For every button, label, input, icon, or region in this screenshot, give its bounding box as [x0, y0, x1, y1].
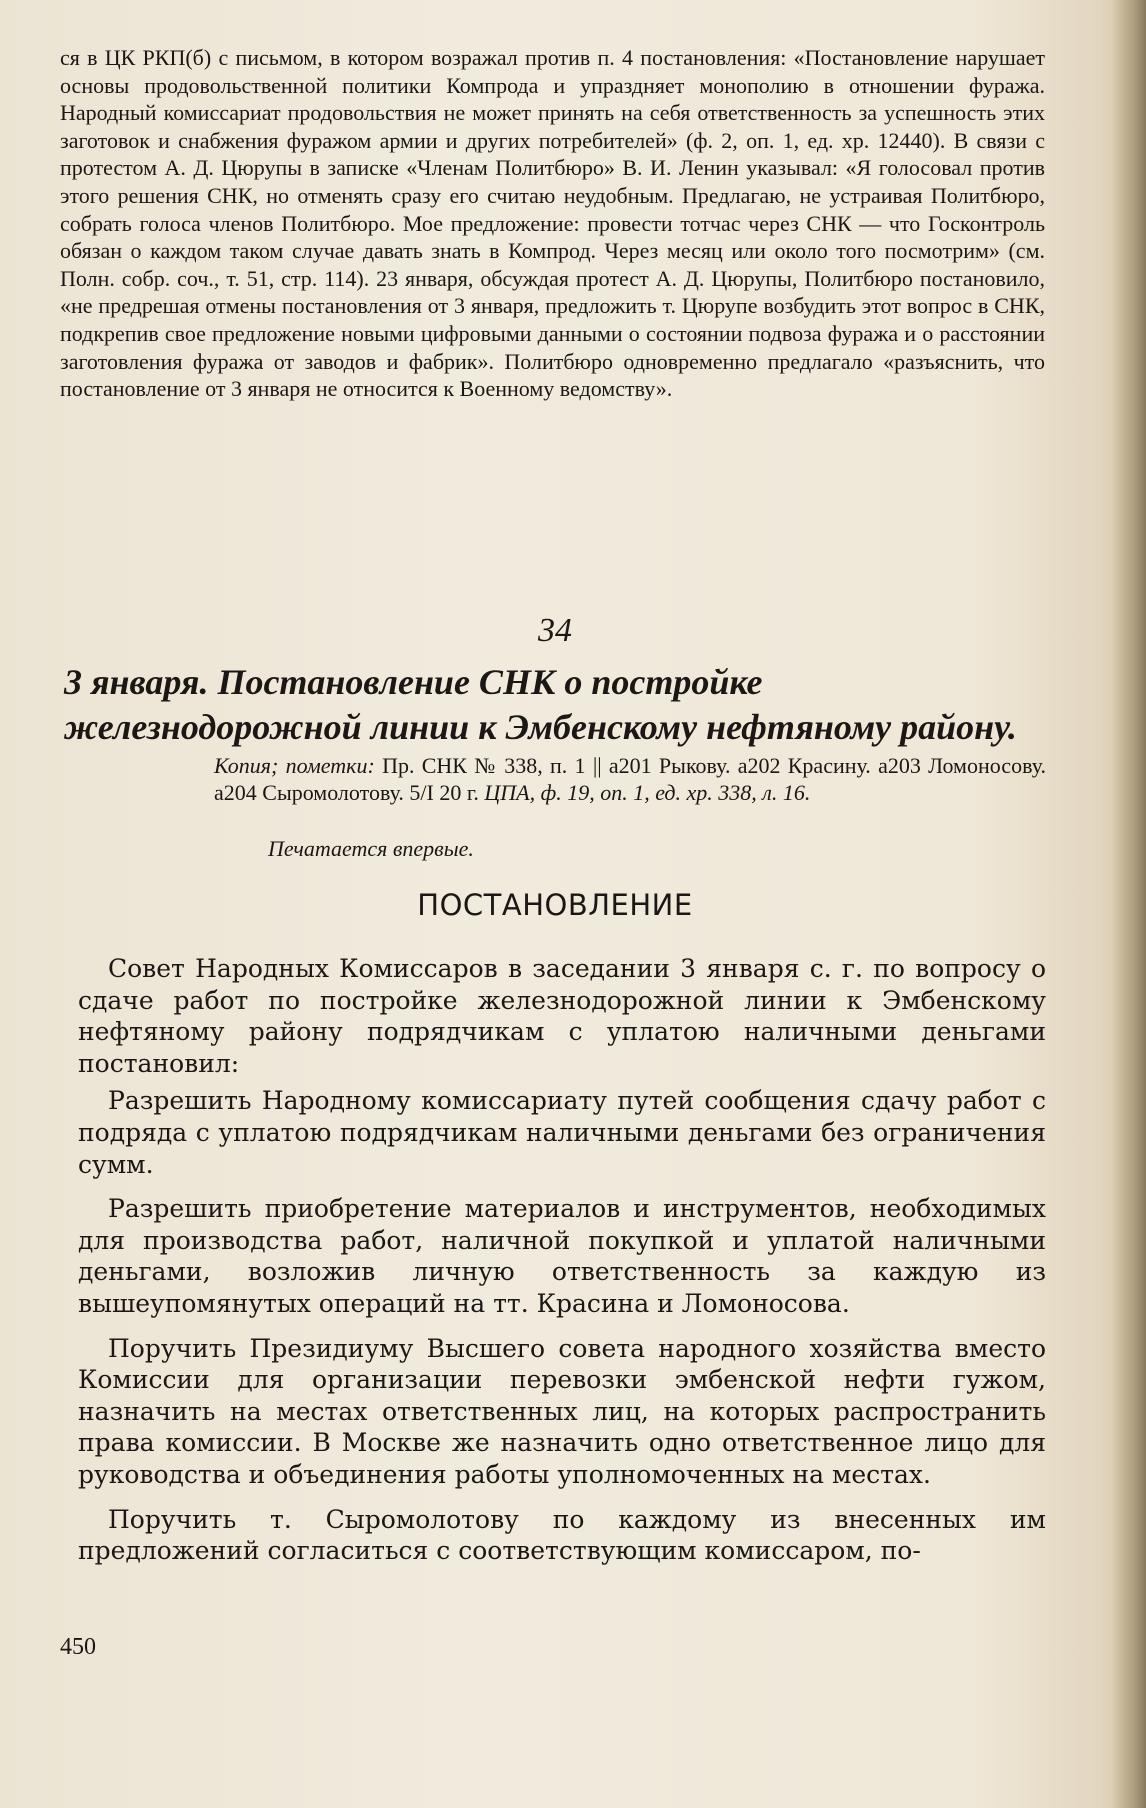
source-label: Копия; пометки:: [214, 753, 375, 778]
document-title: 3 января. Постановление СНК о постройке железнодорожной линии к Эмбенскому нефтяному району.: [64, 662, 1017, 747]
paragraph: Разрешить приобретение материалов и инструментов, необходимых для производства работ, наличной покупкой и уплатой наличными деньгами, возложив личную ответственность за каждую из вышеупомянутых операций на тт. Красина и Ломоносова.: [78, 1194, 1046, 1318]
footnote-commentary: ся в ЦК РКП(б) с письмом, в котором возражал против п. 4 постановления: «Постановление нарушает основы продовольственной политики Компрода и упраздняет монополию в отношении фуража. Народный комиссариат продовольствия не может принять на себя ответственность за успешность этих заготовок и снабжения фуражом армии и других потребителей» (ф. 2, оп. 1, ед. хр. 12440). В связи с протестом А. Д. Цюрупы в записке «Членам Политбюро» В. И. Ленин указывал: «Я голосовал против этого решения СНК, но отменять сразу его считаю неудобным. Предлагаю, не устраивая Политбюро, собрать голоса членов Политбюро. Мое предложение: провести тотчас через СНК — что Госконтроль обязан о каждом таком случае давать знать в Компрод. Через месяц или около того посмотрим» (см. Полн. собр. соч., т. 51, стр. 114). 23 января, обсуждая протест А. Д. Цюрупы, Политбюро постановило, «не предрешая отмены постановления от 3 января, предложить т. Цюрупе возбудить этот вопрос в СНК, подкрепив свое предложение новыми цифровыми данными о состоянии подвоза фуража и о расстоянии заготовления фуража от заводов и фабрик». Политбюро одновременно предлагало «разъяснить, что постановление от 3 января не относится к Военному ведомству».: [60, 45, 1045, 402]
source-archive: ЦПА, ф. 19, оп. 1, ед. хр. 338, л. 16.: [484, 780, 811, 805]
paragraph: Совет Народных Комиссаров в заседании 3 января с. г. по вопросу о сдаче работ по постройке железнодорожной линии к Эмбенскому нефтяному району подрядчикам с уплатою наличными деньгами постановил:: [78, 954, 1046, 1078]
paragraph: Поручить т. Сыромолотову по каждому из внесенных им предложений согласиться с соответствующим комиссаром, по-: [78, 1504, 1046, 1566]
page-number: 450: [60, 1634, 96, 1660]
source-note: [214, 752, 1046, 861]
document-number: 34: [538, 612, 572, 649]
page-gutter-shadow: [1112, 0, 1146, 1808]
resolution-body: [78, 953, 1046, 1580]
paragraph: Разрешить Народному комиссариату путей сообщения сдачу работ с подряда с уплатою подрядчикам наличными деньгами без ограничения сумм.: [78, 1086, 1046, 1179]
source-text: Пр. СНК № 338, п. 1 || а201 Рыкову. а202 Красину. а203 Ломоносову. а204 Сыромолотову. 5/I 20 г.: [214, 753, 1046, 805]
paragraph: Поручить Президиуму Высшего совета народного хозяйства вместо Комиссии для организации перевозки эмбенской нефти гужом, назначить на местах ответственных лиц, на которых распространить права комиссии. В Москве же назначить одно ответственное лицо для руководства и объединения работы уполномоченных на местах.: [78, 1333, 1046, 1489]
publication-note: Печатается впервые.: [268, 836, 474, 861]
resolution-heading: ПОСТАНОВЛЕНИЕ: [417, 888, 693, 922]
